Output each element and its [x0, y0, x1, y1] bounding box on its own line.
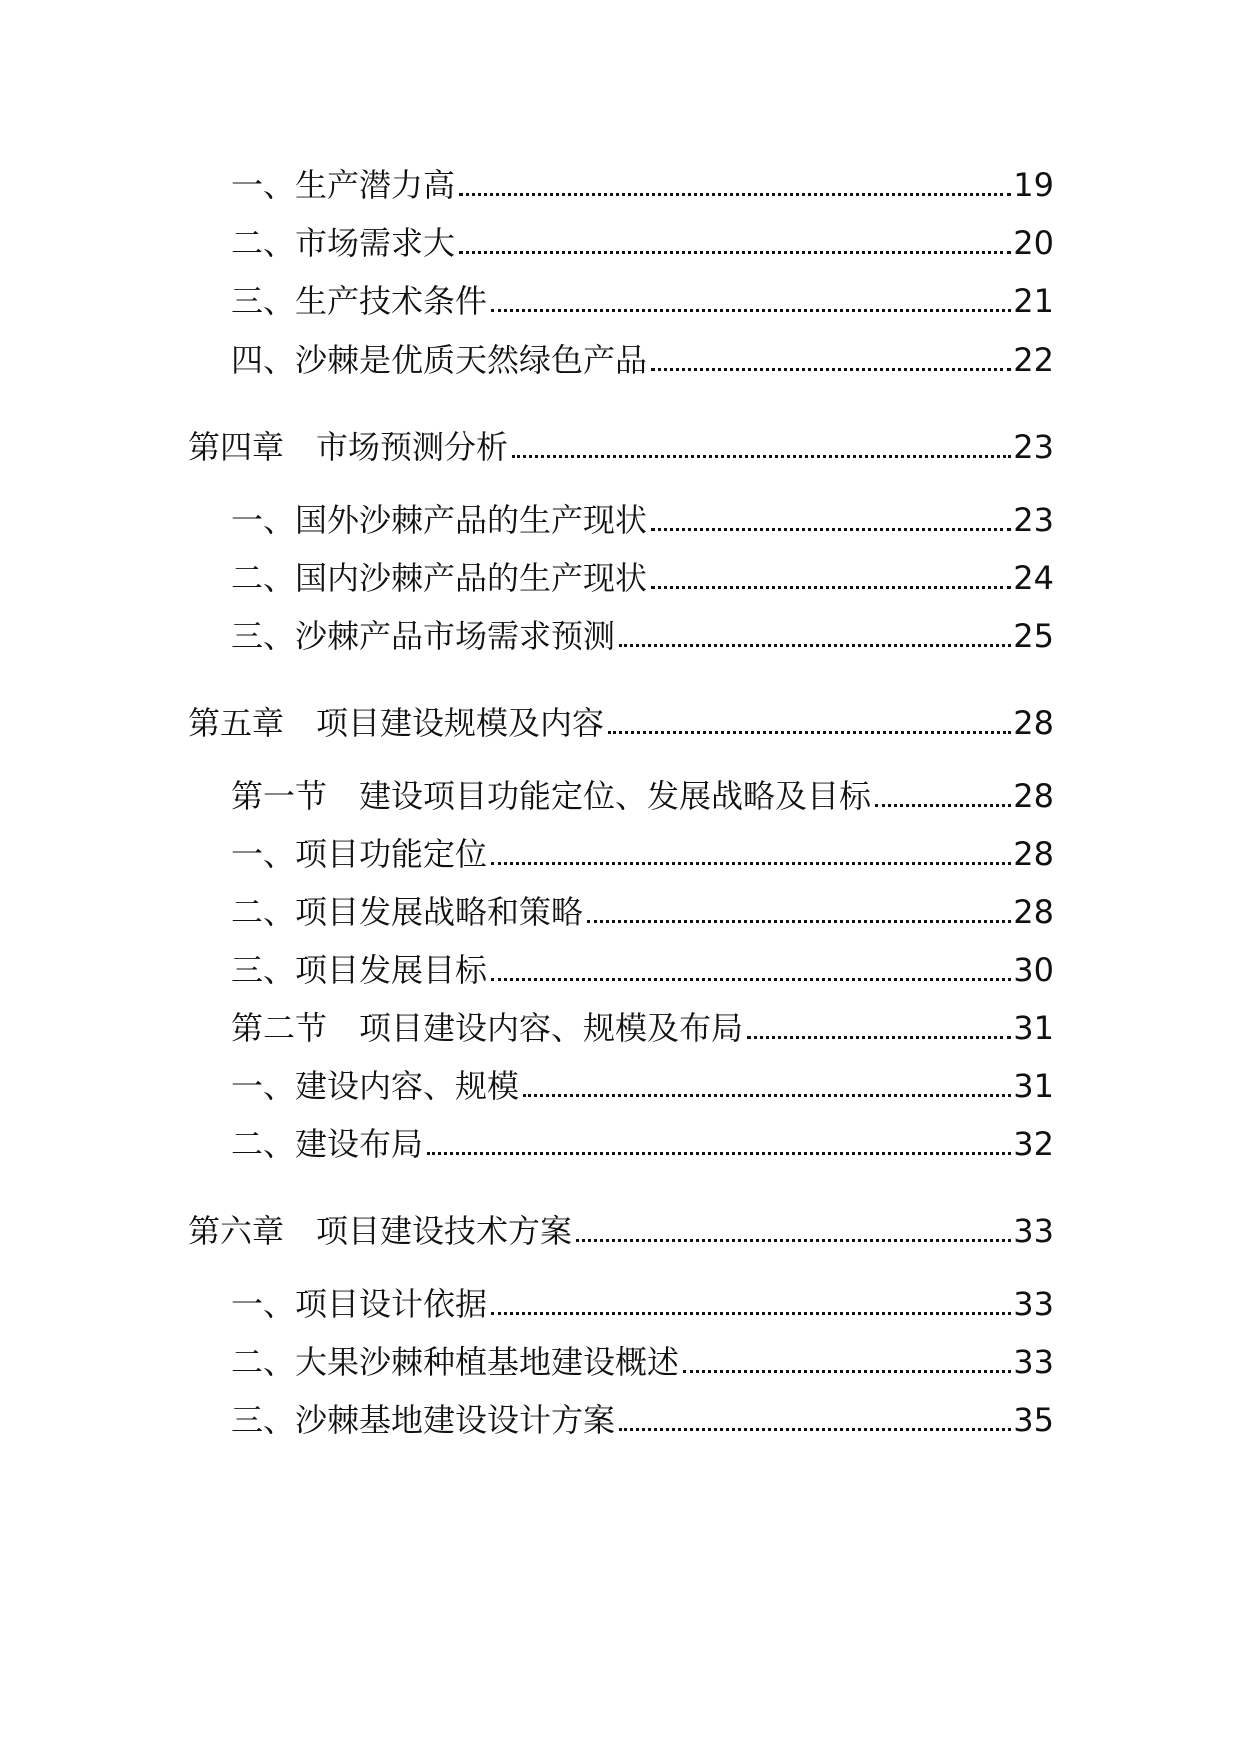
toc-entry-label: 二、建设布局	[231, 1125, 424, 1163]
toc-entry	[231, 338, 1054, 382]
toc-page-number: 28	[1013, 704, 1054, 742]
toc-leader-dots	[523, 1094, 1011, 1097]
toc-page-number: 23	[1013, 501, 1054, 539]
toc-page-number: 32	[1013, 1125, 1054, 1163]
toc-chapter-entry	[188, 425, 1054, 469]
toc-leader-dots	[747, 1036, 1011, 1039]
toc-entry	[231, 221, 1054, 265]
toc-entry-label: 第一节 建设项目功能定位、发展战略及目标	[231, 777, 872, 815]
toc-leader-dots	[619, 1428, 1011, 1431]
toc-entry-label: 第四章 市场预测分析	[188, 428, 509, 466]
toc-leader-dots	[427, 1152, 1011, 1155]
toc-entry-label: 第五章 项目建设规模及内容	[188, 704, 605, 742]
toc-leader-dots	[651, 586, 1011, 589]
toc-entry-label: 二、国内沙棘产品的生产现状	[231, 559, 648, 597]
toc-entry-label: 一、国外沙棘产品的生产现状	[231, 501, 648, 539]
toc-leader-dots	[491, 309, 1011, 312]
toc-entry	[231, 890, 1054, 934]
toc-entry	[231, 498, 1054, 542]
toc-leader-dots	[619, 644, 1011, 647]
toc-entry-label: 一、项目功能定位	[231, 835, 488, 873]
toc-entry-label: 一、建设内容、规模	[231, 1067, 520, 1105]
toc-entry-label: 四、沙棘是优质天然绿色产品	[231, 341, 648, 379]
toc-entry	[231, 1398, 1054, 1442]
toc-page-number: 33	[1013, 1343, 1054, 1381]
toc-leader-dots	[491, 862, 1011, 865]
toc-entry	[231, 1282, 1054, 1326]
toc-entry-label: 三、沙棘基地建设设计方案	[231, 1401, 616, 1439]
toc-leader-dots	[608, 731, 1011, 734]
toc-chapter-entry	[188, 701, 1054, 745]
toc-entry-label: 三、生产技术条件	[231, 282, 488, 320]
toc-page-number: 25	[1013, 617, 1054, 655]
toc-entry-label: 三、项目发展目标	[231, 951, 488, 989]
toc-leader-dots	[459, 251, 1011, 254]
toc-entry-label: 第二节 项目建设内容、规模及布局	[231, 1009, 744, 1047]
toc-leader-dots	[491, 978, 1011, 981]
toc-entry	[231, 1340, 1054, 1384]
toc-chapter-entry	[188, 1209, 1054, 1253]
toc-leader-dots	[651, 528, 1011, 531]
toc-entry	[231, 832, 1054, 876]
toc-entry	[231, 279, 1054, 323]
toc-entry-label: 一、项目设计依据	[231, 1285, 488, 1323]
toc-entry-label: 第六章 项目建设技术方案	[188, 1212, 573, 1250]
toc-entry-label: 三、沙棘产品市场需求预测	[231, 617, 616, 655]
toc-entry	[231, 1122, 1054, 1166]
toc-leader-dots	[875, 804, 1011, 807]
toc-entry-label: 二、市场需求大	[231, 224, 456, 262]
toc-page-number: 20	[1013, 224, 1054, 262]
toc-entry	[231, 948, 1054, 992]
toc-leader-dots	[683, 1370, 1011, 1373]
toc-page-number: 33	[1013, 1285, 1054, 1323]
toc-section-entry	[231, 1006, 1054, 1050]
toc-page-number: 35	[1013, 1401, 1054, 1439]
toc-page-number: 31	[1013, 1009, 1054, 1047]
toc-page-number: 24	[1013, 559, 1054, 597]
toc-entry	[231, 163, 1054, 207]
toc-page-number: 22	[1013, 341, 1054, 379]
toc-page-number: 28	[1013, 777, 1054, 815]
toc-page-number: 23	[1013, 428, 1054, 466]
toc-leader-dots	[491, 1312, 1011, 1315]
toc-entry-label: 二、项目发展战略和策略	[231, 893, 584, 931]
toc-page-number: 30	[1013, 951, 1054, 989]
toc-leader-dots	[459, 193, 1011, 196]
toc-page-number: 28	[1013, 835, 1054, 873]
toc-leader-dots	[587, 920, 1011, 923]
toc-entry	[231, 614, 1054, 658]
toc-section-entry	[231, 774, 1054, 818]
toc-entry-label: 二、大果沙棘种植基地建设概述	[231, 1343, 680, 1381]
toc-entry	[231, 556, 1054, 600]
toc-entry-label: 一、生产潜力高	[231, 166, 456, 204]
toc-entry	[231, 1064, 1054, 1108]
toc-page-number: 33	[1013, 1212, 1054, 1250]
toc-page-number: 28	[1013, 893, 1054, 931]
toc-leader-dots	[512, 455, 1011, 458]
toc-leader-dots	[576, 1239, 1011, 1242]
toc-leader-dots	[651, 368, 1011, 371]
toc-page-number: 21	[1013, 282, 1054, 320]
toc-page-number: 31	[1013, 1067, 1054, 1105]
toc-page-number: 19	[1013, 166, 1054, 204]
